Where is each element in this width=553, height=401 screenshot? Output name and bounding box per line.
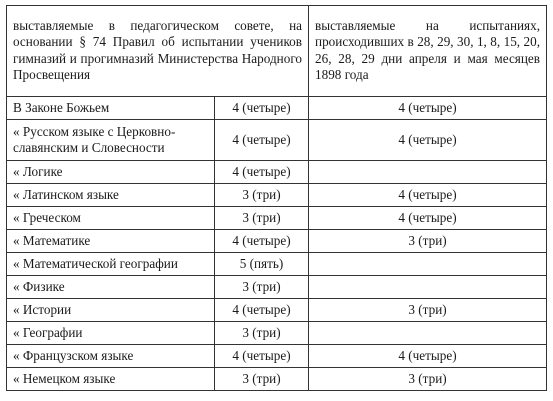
council-grade-cell: 5 (пять) (215, 253, 309, 276)
table-row (7, 207, 547, 230)
header-council-grades: выставляемые в педагогическом совете, на основании § 74 Правил об испытании учеников гимназий и прогимназий Министерства Народного Просвещения (7, 6, 309, 97)
subject-cell: « Латинском языке (7, 184, 215, 207)
grades-table (6, 5, 547, 391)
header-exam-grades: выставляемые на испытаниях, происходивших в 28, 29, 30, 1, 8, 15, 20, 26, 28, 29 дни апреля и мая месяцев 1898 года (309, 6, 547, 97)
grades-table-body (7, 6, 547, 391)
table-row (7, 161, 547, 184)
council-grade-cell: 4 (четыре) (215, 120, 309, 161)
council-grade-cell: 4 (четыре) (215, 345, 309, 368)
exam-grade-cell (309, 276, 547, 299)
exam-grade-cell (309, 253, 547, 276)
table-row (7, 120, 547, 161)
exam-grade-cell: 4 (четыре) (309, 120, 547, 161)
table-row (7, 322, 547, 345)
subject-cell: « Математической географии (7, 253, 215, 276)
council-grade-cell: 4 (четыре) (215, 97, 309, 120)
council-grade-cell: 4 (четыре) (215, 299, 309, 322)
table-row (7, 230, 547, 253)
council-grade-cell: 3 (три) (215, 322, 309, 345)
exam-grade-cell (309, 322, 547, 345)
subject-cell: « Математике (7, 230, 215, 253)
council-grade-cell: 3 (три) (215, 184, 309, 207)
subject-cell: « Греческом (7, 207, 215, 230)
subject-cell: « Французском языке (7, 345, 215, 368)
exam-grade-cell: 4 (четыре) (309, 345, 547, 368)
exam-grade-cell: 4 (четыре) (309, 97, 547, 120)
exam-grade-cell: 3 (три) (309, 299, 547, 322)
subject-cell: « Физике (7, 276, 215, 299)
subject-cell: « Немецком языке (7, 368, 215, 391)
header-row (7, 6, 547, 97)
table-row (7, 253, 547, 276)
council-grade-cell: 4 (четыре) (215, 161, 309, 184)
subject-cell: « Истории (7, 299, 215, 322)
council-grade-cell: 4 (четыре) (215, 230, 309, 253)
council-grade-cell: 3 (три) (215, 207, 309, 230)
council-grade-cell: 3 (три) (215, 368, 309, 391)
table-row (7, 299, 547, 322)
exam-grade-cell: 4 (четыре) (309, 207, 547, 230)
subject-cell: « Логике (7, 161, 215, 184)
exam-grade-cell (309, 161, 547, 184)
council-grade-cell: 3 (три) (215, 276, 309, 299)
table-row (7, 345, 547, 368)
table-row (7, 97, 547, 120)
exam-grade-cell: 3 (три) (309, 368, 547, 391)
table-row (7, 368, 547, 391)
table-row (7, 184, 547, 207)
subject-cell: В Законе Божьем (7, 97, 215, 120)
table-row (7, 276, 547, 299)
subject-cell: « Русском языке с Церковно-славянским и Словесности (7, 120, 215, 161)
exam-grade-cell: 3 (три) (309, 230, 547, 253)
exam-grade-cell: 4 (четыре) (309, 184, 547, 207)
subject-cell: « Географии (7, 322, 215, 345)
